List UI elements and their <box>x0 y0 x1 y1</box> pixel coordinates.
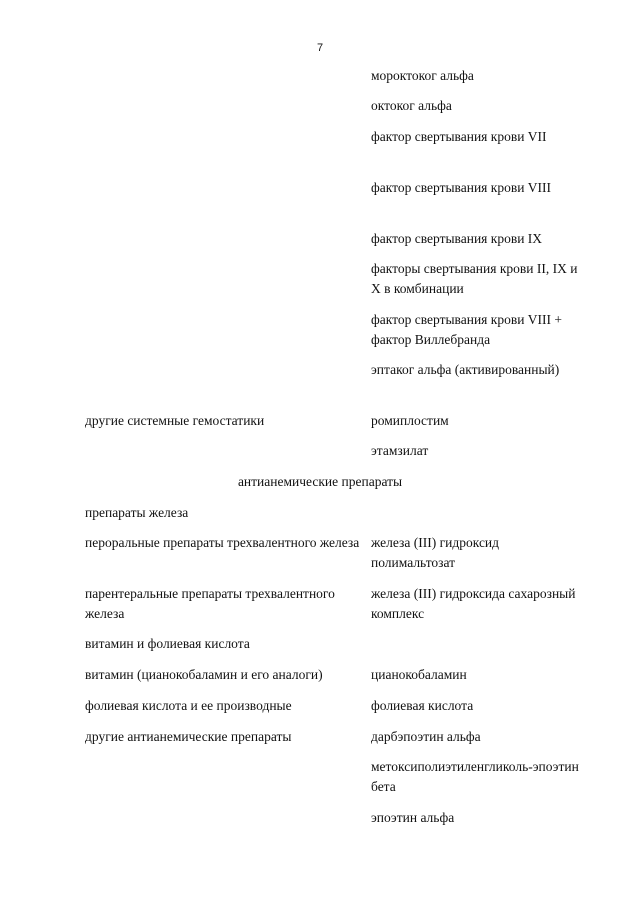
drug-cyanocobalamin: цианокобаламин <box>371 667 467 682</box>
drug-factors-ii-ix-x: факторы свертывания крови II, IX и X в комбинации <box>371 261 578 296</box>
group-vitamin-folic-acid: витамин и фолиевая кислота <box>85 636 250 651</box>
drug-darbepoetin-alfa: дарбэпоэтин альфа <box>371 729 481 744</box>
group-other-antianemic: другие антианемические препараты <box>85 729 292 744</box>
group-folic-acid-derivatives: фолиевая кислота и ее производные <box>85 698 292 713</box>
drug-folic-acid: фолиевая кислота <box>371 698 474 713</box>
page-number: 7 <box>316 42 324 54</box>
group-parenteral-iron: парентеральные препараты трехвалентного железа <box>85 586 335 621</box>
drug-factor-viii-willebrand: фактор свертывания крови VIII + фактор Виллебранда <box>371 312 563 347</box>
group-oral-iron: пероральные препараты трехвалентного железа <box>85 535 360 550</box>
group-other-hemostatics: другие системные гемостатики <box>85 413 265 428</box>
drug-etamsylate: этамзилат <box>371 443 429 458</box>
drug-iron-sucrose: железа (III) гидроксида сахарозный комплекс <box>371 586 576 621</box>
drug-octocog-alfa: октоког альфа <box>371 98 452 113</box>
group-iron-preparations: препараты железа <box>85 505 189 520</box>
group-vitamin-cyanocobalamin: витамин (цианокобаламин и его аналоги) <box>85 667 323 682</box>
drug-iron-polymaltose: железа (III) гидроксид полимальтозат <box>371 535 500 570</box>
section-heading: антианемические препараты <box>237 474 403 489</box>
drug-factor-vii: фактор свертывания крови VII <box>371 129 547 144</box>
drug-romiplostim: ромиплостим <box>371 413 449 428</box>
drug-mpeg-epoetin-beta: метоксиполиэтиленгликоль-эпоэтин бета <box>371 759 579 794</box>
drug-moroctocog-alfa: мороктоког альфа <box>371 68 474 83</box>
drug-factor-ix: фактор свертывания крови IX <box>371 231 543 246</box>
drug-epoetin-alfa: эпоэтин альфа <box>371 810 455 825</box>
drug-factor-viii: фактор свертывания крови VIII <box>371 180 552 195</box>
drug-eptacog-alfa: эптаког альфа (активированный) <box>371 362 560 377</box>
